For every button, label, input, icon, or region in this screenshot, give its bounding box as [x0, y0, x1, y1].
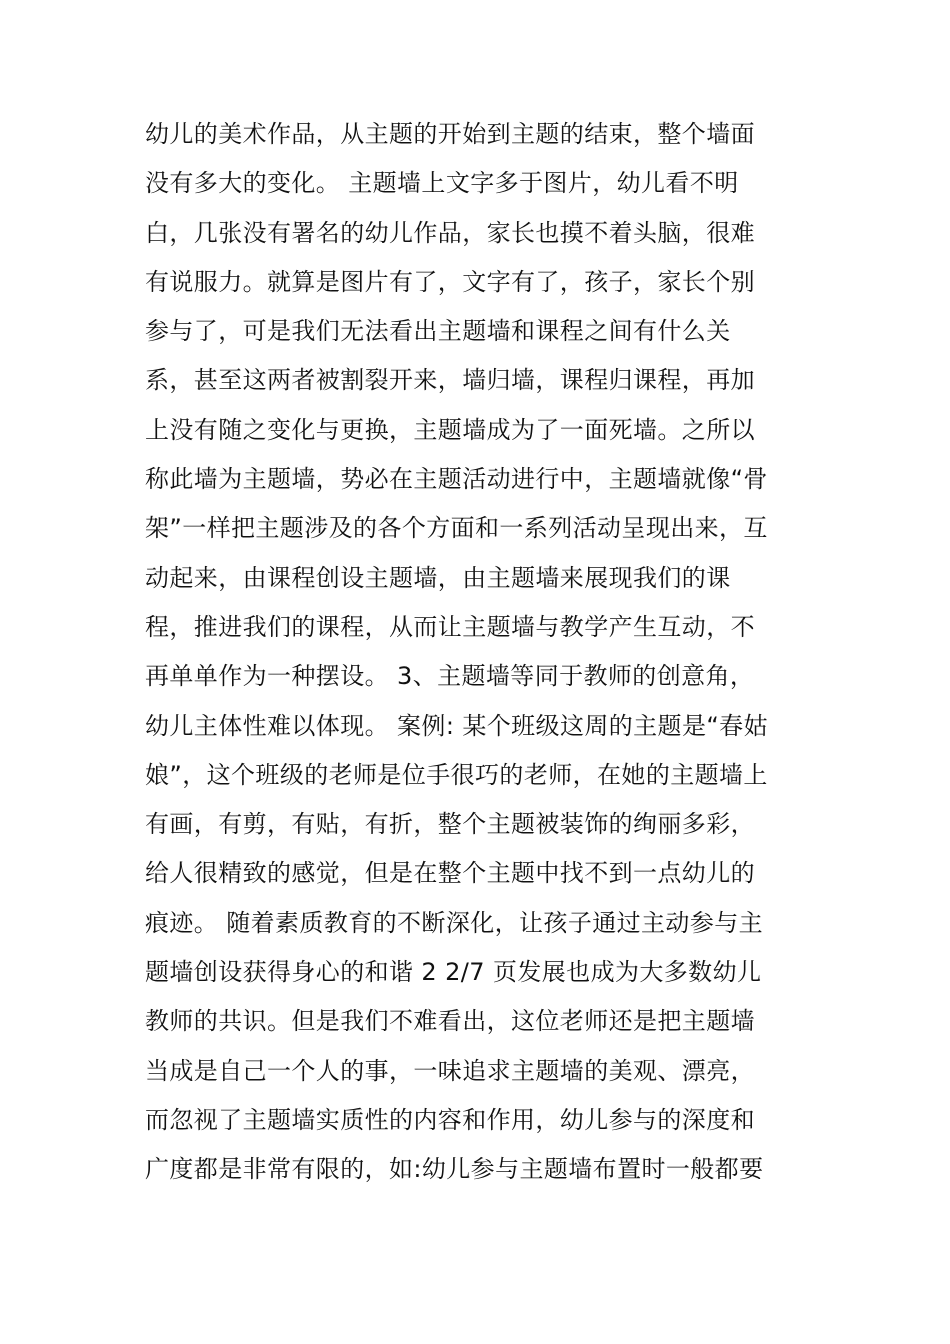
text-line: 教师的共识。但是我们不难看出，这位老师还是把主题墙 — [145, 1007, 755, 1036]
text-line: 参与了，可是我们无法看出主题墙和课程之间有什么关 — [145, 317, 731, 346]
text-line: 幼儿主体性难以体现。 案例: 某个班级这周的主题是“春姑 — [145, 711, 768, 740]
text-line: 娘”，这个班级的老师是位手很巧的老师，在她的主题墙上 — [145, 760, 768, 789]
text-line: 架”一样把主题涉及的各个方面和一系列活动呈现出来，互 — [145, 514, 768, 543]
text-line: 当成是自己一个人的事，一味追求主题墙的美观、漂亮， — [145, 1056, 755, 1085]
text-line: 白，几张没有署名的幼儿作品，家长也摸不着头脑，很难 — [145, 218, 755, 247]
text-line: 有画，有剪，有贴，有折，整个主题被装饰的绚丽多彩， — [145, 810, 755, 839]
text-line: 幼儿的美术作品，从主题的开始到主题的结束，整个墙面 — [145, 120, 755, 148]
text-line: 程，推进我们的课程，从而让主题墙与教学产生互动，不 — [145, 612, 755, 641]
text-line: 动起来，由课程创设主题墙，由主题墙来展现我们的课 — [145, 563, 731, 592]
text-line: 没有多大的变化。 主题墙上文字多于图片，幼儿看不明 — [145, 169, 739, 198]
text-line: 题墙创设获得身心的和谐 2 2/7 页发展也成为大多数幼儿 — [145, 958, 762, 987]
text-line: 给人很精致的感觉，但是在整个主题中找不到一点幼儿的 — [145, 859, 755, 888]
body-text — [145, 110, 825, 1195]
text-line: 系，甚至这两者被割裂开来，墙归墙，课程归课程，再加 — [145, 366, 755, 395]
text-line: 有说服力。就算是图片有了，文字有了，孩子，家长个别 — [145, 267, 755, 296]
text-line: 称此墙为主题墙，势必在主题活动进行中，主题墙就像“骨 — [145, 465, 768, 494]
text-line: 痕迹。 随着素质教育的不断深化，让孩子通过主动参与主 — [145, 908, 764, 937]
text-line: 而忽视了主题墙实质性的内容和作用，幼儿参与的深度和 — [145, 1105, 755, 1134]
text-line: 再单单作为一种摆设。 3、主题墙等同于教师的创意角， — [145, 662, 755, 691]
text-line: 上没有随之变化与更换，主题墙成为了一面死墙。之所以 — [145, 415, 755, 444]
text-line: 广度都是非常有限的，如:幼儿参与主题墙布置时一般都要 — [145, 1155, 764, 1184]
